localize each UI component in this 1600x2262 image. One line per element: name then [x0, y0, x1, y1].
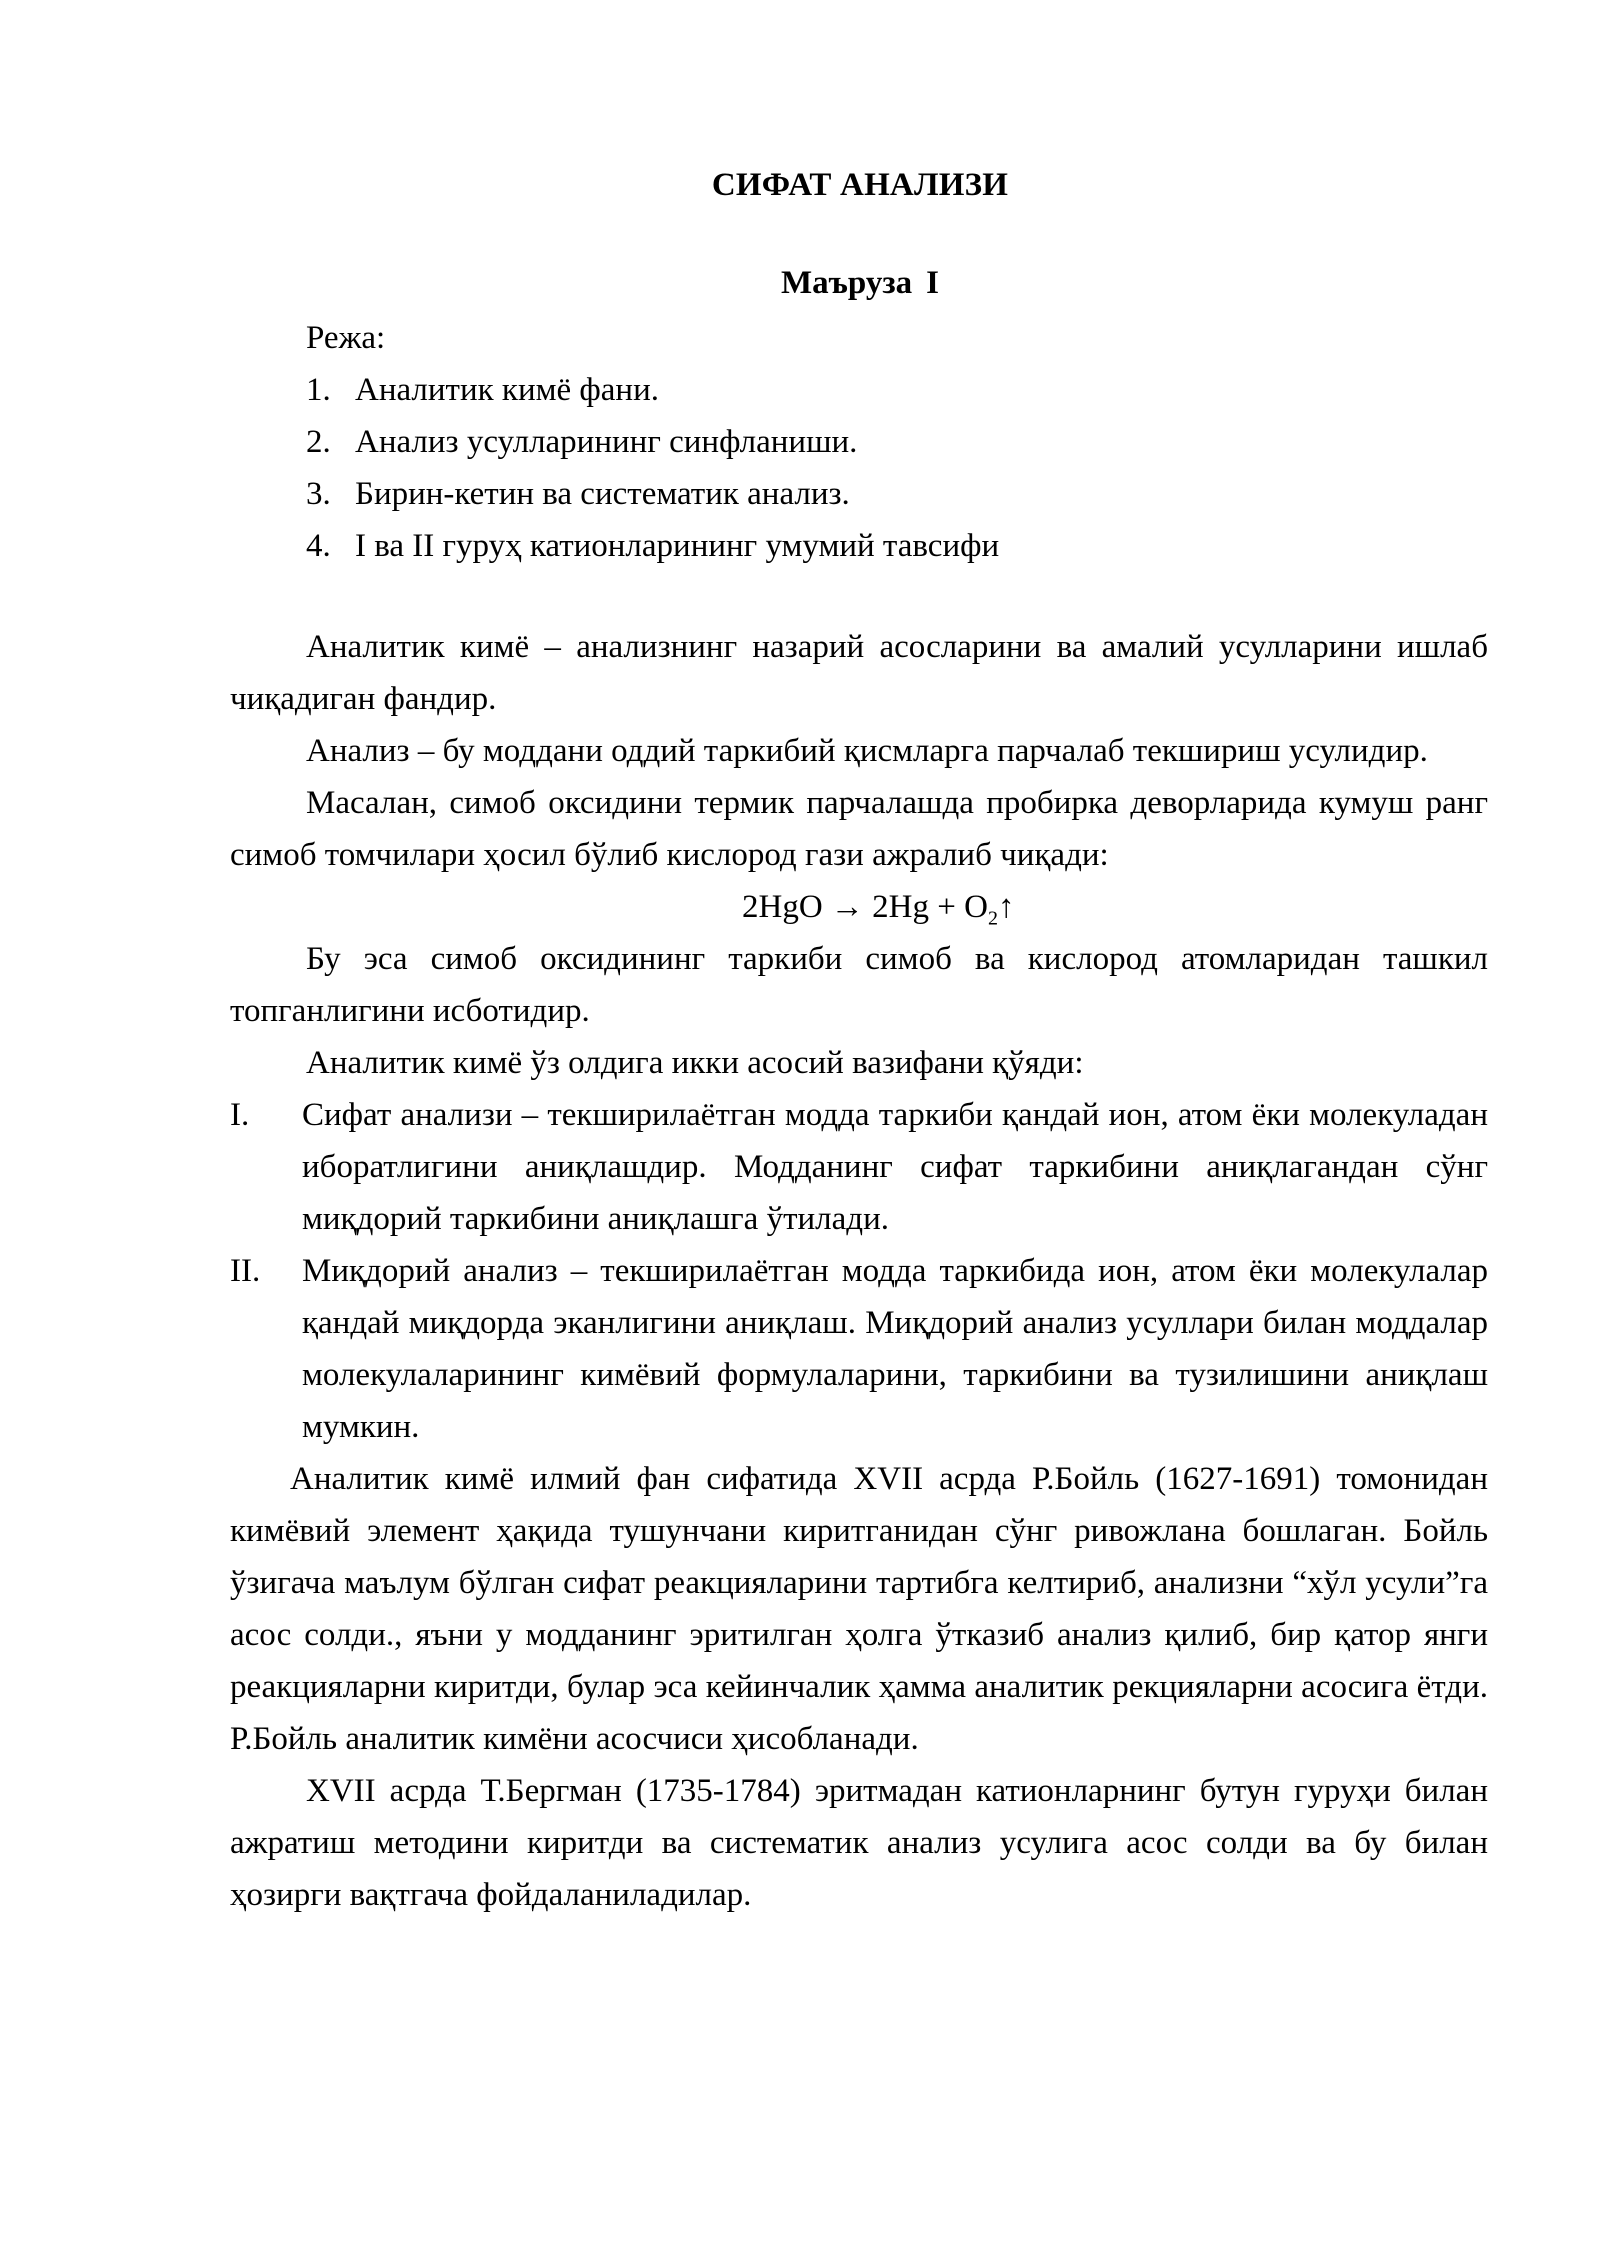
- plan-item: [306, 416, 999, 468]
- plan-item: [306, 468, 999, 520]
- document-body: [230, 621, 1488, 1921]
- plan-item-text: I ва II гуруҳ катионларининг умумий тавсифи: [355, 528, 1000, 564]
- plan-item-text: Бирин-кетин ва систематик анализ.: [355, 476, 850, 512]
- plan-item-number: 2.: [306, 424, 331, 460]
- equation-subscript: 2: [987, 907, 998, 930]
- plan-item: [306, 520, 999, 572]
- plan-item: [306, 364, 999, 416]
- task-item-text: Миқдорий анализ – текширилаётган модда таркибида ион, атом ёки молекулалар қандай миқдорда эканлигини аниқлаш. Миқдорий анализ усуллари билан моддалар молекулаларининг кимёвий формулаларини, таркибини ва тузилишини аниқлаш мумкин.: [302, 1253, 1488, 1445]
- gas-arrow-icon: ↑: [997, 889, 1015, 925]
- plan-item-number: 1.: [306, 372, 331, 408]
- plan-item-text: Аналитик кимё фани.: [355, 372, 659, 408]
- paragraph-example: Масалан, симоб оксидини термик парчалашда пробирка деворларида кумуш ранг симоб томчилари ҳосил бўлиб кислород гази ажралиб чиқади:: [230, 785, 1488, 873]
- paragraph-definition-analysis: Анализ – бу моддани оддий таркибий қисмларга парчалаб текшириш усулидир.: [306, 733, 1428, 769]
- chemical-equation: [230, 881, 1488, 933]
- plan-section: [306, 312, 999, 572]
- document-title: СИФАТ АНАЛИЗИ: [711, 167, 1009, 203]
- paragraph-history-bergman: XVII асрда Т.Бергман (1735-1784) эритмадан катионларнинг бутун гуруҳи билан ажратиш методини киритди ва систематик анализ усулига асос солди ва бу билан ҳозирги вақтгача фойдаланиладилар.: [230, 1773, 1488, 1913]
- paragraph-definition-analytical-chemistry: Аналитик кимё – анализнинг назарий асосларини ва амалий усулларини ишлаб чиқадиган фандир.: [230, 629, 1488, 717]
- task-item-qualitative: [230, 1089, 1488, 1245]
- plan-item-number: 4.: [306, 528, 331, 564]
- lecture-label: Маъруза: [781, 265, 913, 301]
- paragraph-proof: Бу эса симоб оксидининг таркиби симоб ва кислород атомларидан ташкил топганлигини исботидир.: [230, 941, 1488, 1029]
- equation-text: 2HgO → 2Hg + O: [742, 889, 988, 925]
- plan-list: [306, 364, 999, 572]
- plan-item-number: 3.: [306, 476, 331, 512]
- plan-item-text: Анализ усулларининг синфланиши.: [355, 424, 858, 460]
- task-item-quantitative: [230, 1245, 1488, 1453]
- lecture-number: I: [926, 265, 939, 301]
- paragraph-tasks-intro: Аналитик кимё ўз олдига икки асосий вазифани қўяди:: [306, 1045, 1084, 1081]
- lecture-heading: [0, 261, 1600, 305]
- paragraph-history-boyle: Аналитик кимё илмий фан сифатида XVII асрда Р.Бойль (1627-1691) томонидан кимёвий элемент ҳақида тушунчани киритганидан сўнг ривожлана бошлаган. Бойль ўзигача маълум бўлган сифат реакцияларини тартибга келтириб, анализни “хўл усули”га асос солди., яъни у модданинг эритилган ҳолга ўтказиб анализ қилиб, бир қатор янги реакцияларни киритди, булар эса кейинчалик ҳамма аналитик рекцияларни асосига ётди. Р.Бойль аналитик кимёни асосчиси ҳисобланади.: [230, 1461, 1488, 1757]
- task-item-marker: II.: [230, 1253, 261, 1289]
- task-item-text: Сифат анализи – текширилаётган модда таркиби қандай ион, атом ёки молекуладан иборатлигини аниқлашдир. Модданинг сифат таркибини аниқлагандан сўнг миқдорий таркибини аниқлашга ўтилади.: [302, 1097, 1488, 1237]
- plan-heading: Режа:: [306, 320, 386, 356]
- task-item-marker: I.: [230, 1097, 250, 1133]
